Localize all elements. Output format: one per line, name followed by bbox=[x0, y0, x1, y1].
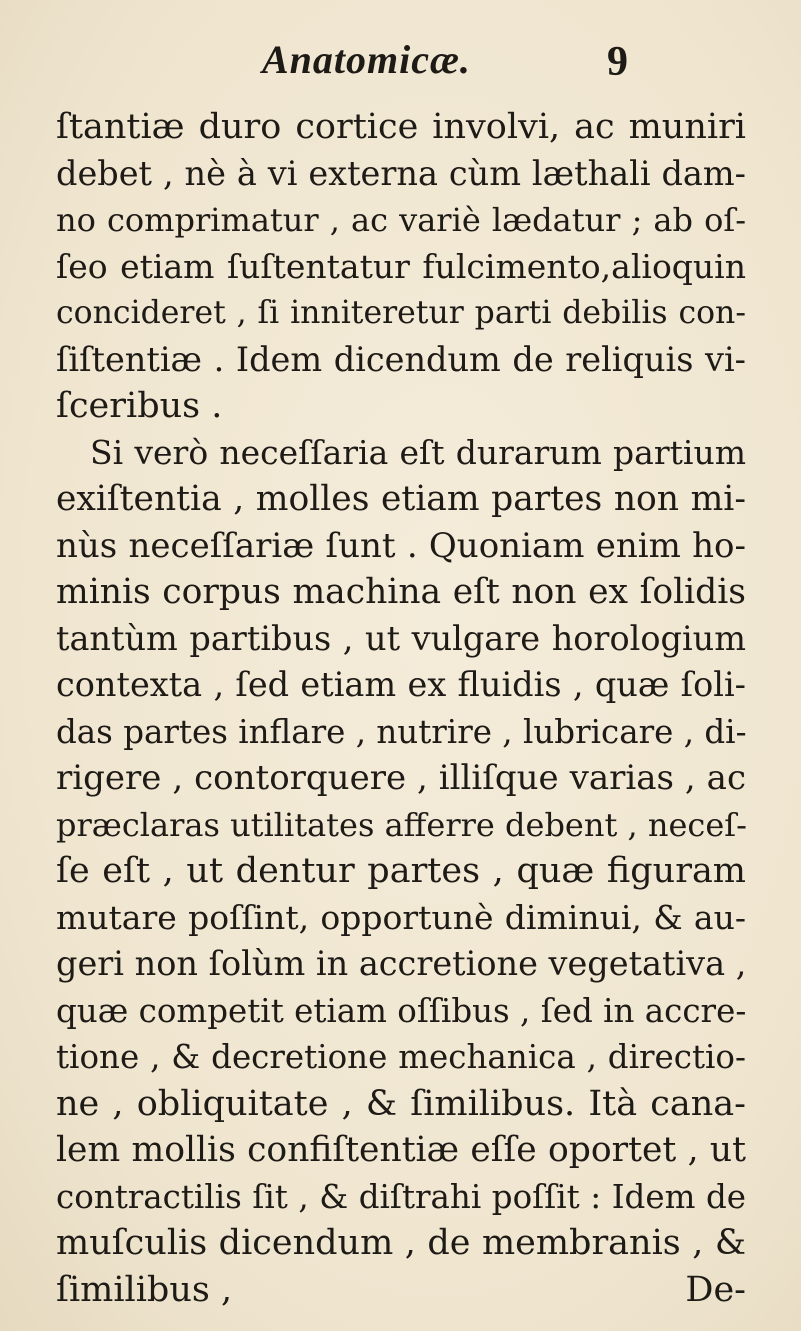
text-line: tione , & decretione mechanica , directio- bbox=[56, 1038, 746, 1076]
text-line: geri non ſolùm in accretione vegetativa , bbox=[56, 944, 747, 983]
paragraph-2 bbox=[56, 430, 746, 1314]
text-line: præclaras utilitates afferre debent , neceſ- bbox=[56, 805, 747, 844]
catchword: De- bbox=[685, 1269, 746, 1310]
running-head: Anatomicæ. bbox=[262, 37, 471, 82]
text-line: minis corpus machina eſt non ex ſolidis bbox=[56, 572, 746, 612]
text-line: quæ competit etiam oſſibus , ſed in accre- bbox=[56, 991, 747, 1030]
text-line: Si verò neceſſaria eſt durarum partium bbox=[90, 432, 746, 472]
text-line: contractilis ſit , & diſtrahi poſſit : Idem de bbox=[56, 1177, 746, 1216]
text-line: muſculis dicendum , de membranis , & bbox=[56, 1223, 746, 1263]
text-line: exiſtentia , molles etiam partes non mi- bbox=[56, 479, 746, 519]
text-line: rigere , contorquere , illiſque varias , ac bbox=[56, 758, 746, 798]
text-line: ſceribus . bbox=[56, 386, 223, 426]
paragraph-1 bbox=[56, 104, 746, 430]
closing-line bbox=[56, 1267, 746, 1314]
body-text bbox=[56, 104, 746, 1313]
text-line: nùs neceſſariæ ſunt . Quoniam enim ho- bbox=[56, 525, 746, 566]
closing-text: ſimilibus , bbox=[56, 1269, 233, 1310]
text-line: debet , nè à vi externa cùm læthali dam- bbox=[56, 153, 746, 193]
page-header bbox=[0, 36, 801, 96]
text-line: ſiſtentiæ . Idem dicendum de reliquis vi- bbox=[56, 339, 746, 379]
page-number: 9 bbox=[607, 39, 628, 85]
text-line: ſtantiæ duro cortice involvi, ac muniri bbox=[56, 107, 746, 147]
text-line: no comprimatur , ac variè lædatur ; ab oſ- bbox=[56, 201, 746, 239]
text-line: das partes inflare , nutrire , lubricare , di- bbox=[56, 712, 747, 751]
text-line: lem mollis confiſtentiæ eſſe oportet , ut bbox=[56, 1130, 746, 1170]
text-line: tantùm partibus , ut vulgare horologium bbox=[56, 618, 746, 658]
text-line: concideret , ſi inniteretur parti debilis con- bbox=[56, 295, 746, 331]
text-line: contexta , ſed etiam ex fluidis , quæ ſoli- bbox=[56, 665, 746, 704]
text-line: ſeo etiam ſuſtentatur fulcimento,alioquin bbox=[56, 246, 746, 286]
text-line: mutare poſſint, opportunè diminui, & au- bbox=[56, 897, 746, 937]
text-line: ſe eſt , ut dentur partes , quæ figuram bbox=[56, 851, 746, 891]
text-line: ne , obliquitate , & ſimilibus. Ità cana- bbox=[56, 1083, 746, 1124]
